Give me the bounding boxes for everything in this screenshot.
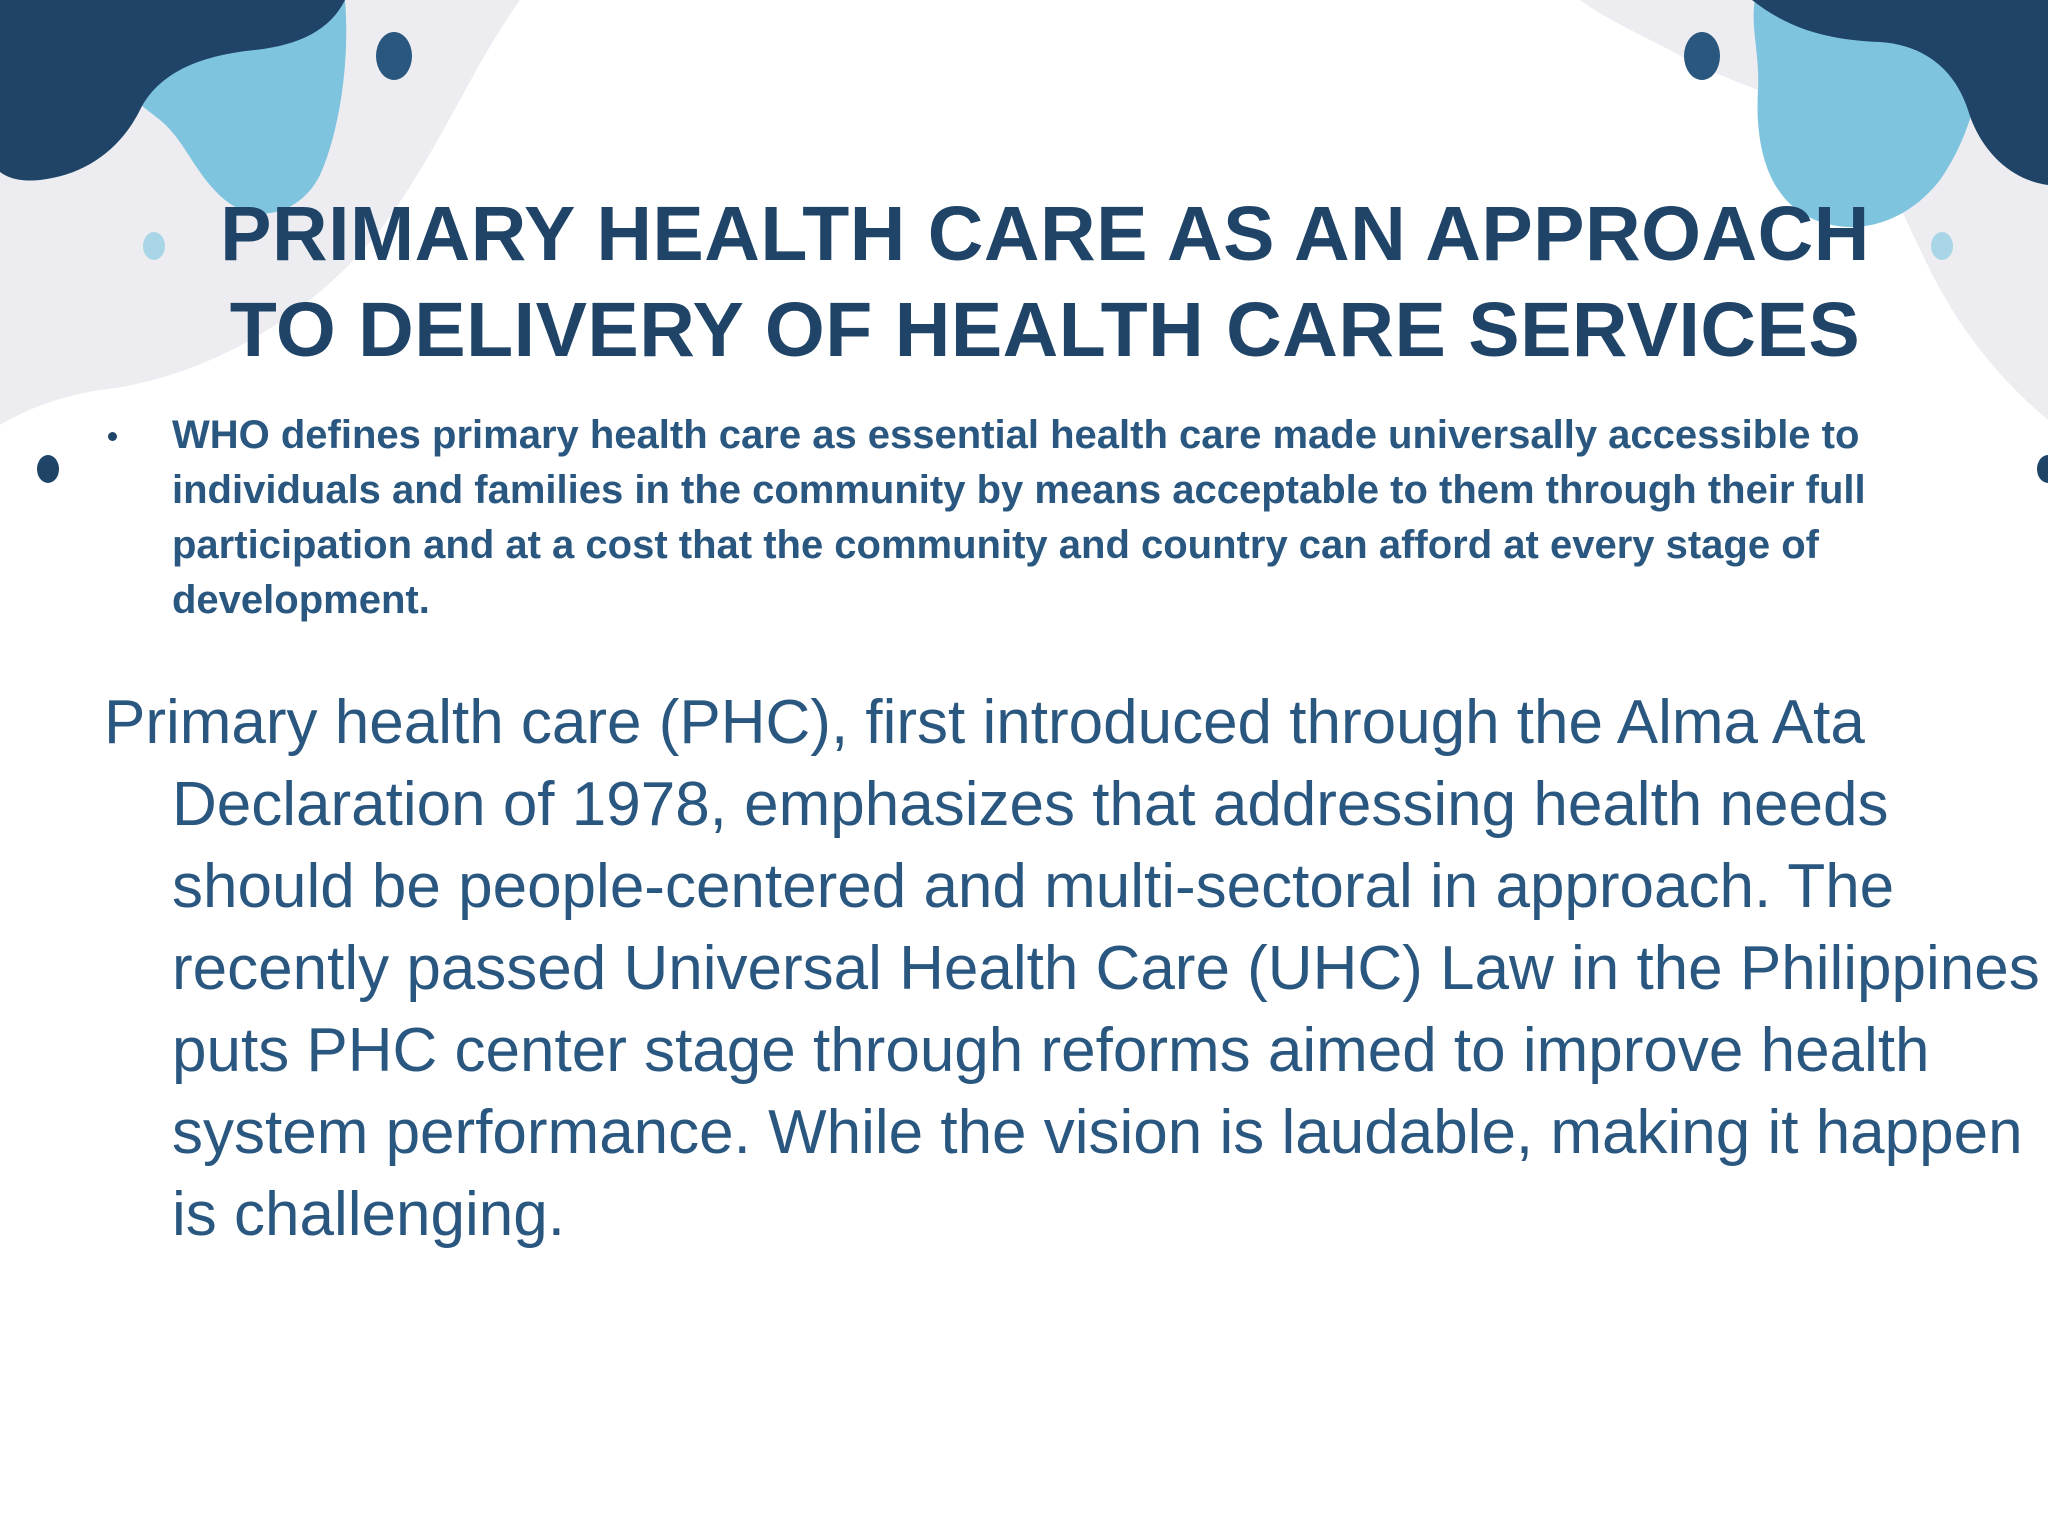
phc-paragraph: Primary health care (PHC), first introduced through the Alma Ata Declaration of 1978, emphasizes that addressing health needs should be people-centered and multi-sectoral in approach. The recently passed Universal Health Care (UHC) Law in the Philippines puts PHC center stage through reforms aimed to improve health system performance. While the vision is laudable, making it happen is challenging. <box>104 688 2040 1249</box>
slide-title <box>120 186 1970 378</box>
title-line-1: PRIMARY HEALTH CARE AS AN APPROACH <box>220 191 1870 277</box>
top-left-dark-dot <box>376 32 412 80</box>
top-right-dark-dot <box>1684 32 1720 80</box>
right-dark-dot <box>2037 455 2048 483</box>
left-dark-dot <box>37 455 59 483</box>
bullet-dot-icon <box>108 432 117 441</box>
who-definition-bullet <box>100 408 2000 628</box>
bullet-text: WHO defines primary health care as essential health care made universally accessible to individuals and families in the community by means acceptable to them through their full participation and at a cost that the community and country can afford at every stage of development. <box>172 413 1866 622</box>
title-line-2: TO DELIVERY OF HEALTH CARE SERVICES <box>229 287 1861 373</box>
